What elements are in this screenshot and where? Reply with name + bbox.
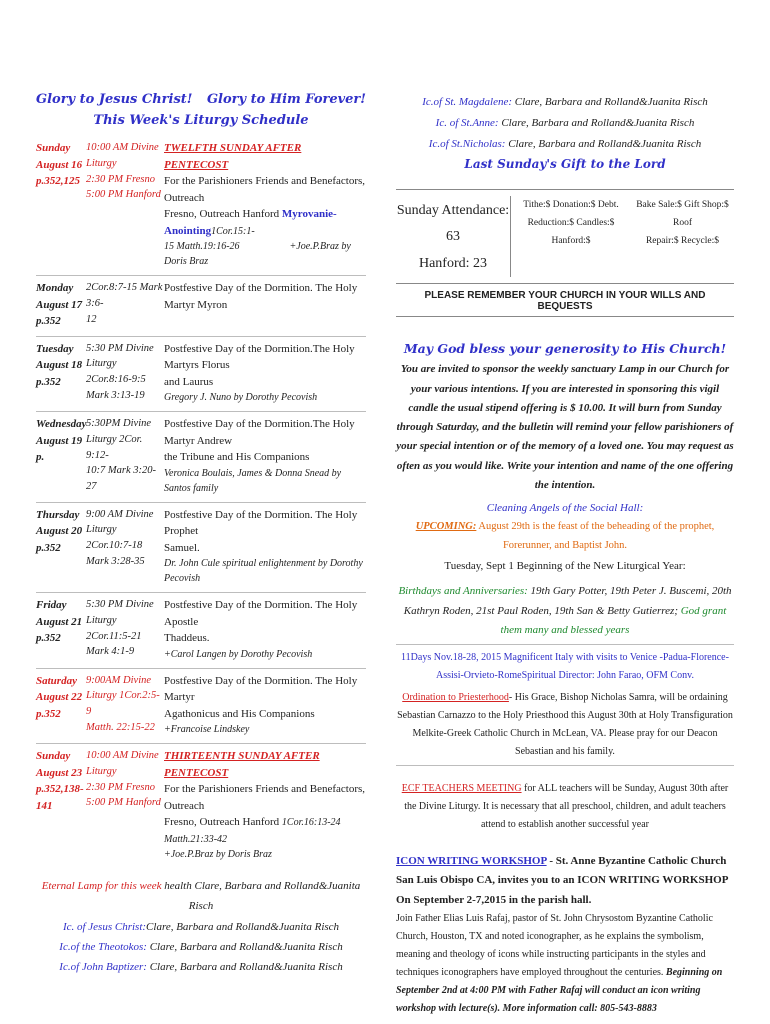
schedule-times [86, 341, 164, 406]
schedule-row [36, 503, 366, 594]
schedule-page: p.352,125 [36, 175, 80, 187]
schedule-day: Monday [36, 282, 74, 294]
schedule-time: 5:30 PM Divine [86, 342, 154, 354]
birthdays-label: Birthdays and Anniversaries: [398, 585, 528, 598]
schedule-date: August 21 [36, 615, 83, 628]
schedule-row [36, 136, 366, 276]
event-line [164, 630, 366, 647]
ecf-label: ECF TEACHERS MEETING [401, 783, 522, 795]
icon-nicholas-text: Clare, Barbara and Rolland&Juanita Risch [505, 137, 702, 150]
icon-nicholas-label: Ic.of St.Nicholas: [428, 137, 506, 150]
schedule-time: 10:00 AM Divine [86, 142, 159, 153]
schedule-day [36, 507, 86, 587]
wills-reminder: PLEASE REMEMBER YOUR CHURCH IN YOUR WILLS AND BEQUESTS [396, 284, 734, 317]
event-line [164, 507, 366, 540]
event-line [164, 206, 366, 239]
schedule-event [164, 748, 366, 862]
event-line [164, 781, 366, 814]
schedule-time: 2Cor.8:7-15 Mark 3:6- [86, 282, 163, 309]
bless-heading: May God bless your generosity to His Church! [403, 341, 727, 357]
event-intention-line [164, 466, 366, 496]
event-intention-line [164, 390, 366, 405]
italy-trip: 11Days Nov.18-28, 2015 Magnificent Italy with visits to Venice -Padua-Florence-Assisi-Orvieto-RomeSpiritual Director: John Farao, OFM Conv. [401, 652, 729, 682]
icon-jesus-text: Clare, Barbara and Rolland&Juanita Risch [146, 920, 340, 933]
birthdays-text: 19th Gary Potter, 19th Peter J. Buscemi, 20th Kathryn Roden, 21st Paul Roden, 19th San & Betty Gutierrez; [403, 585, 732, 617]
icon-anne-label: Ic. of St.Anne: [435, 116, 499, 129]
icon-jesus-label: Ic. of Jesus Christ: [62, 920, 147, 933]
schedule-time: 9:00AM Divine [86, 674, 152, 686]
schedule-day: Friday [36, 599, 67, 611]
event-line [164, 341, 366, 374]
icon-workshop-italic: Beginning on September 2nd at 4:00 PM with Father Rafaj will conduct an icon writing workshop with lecture(s). More information call: 805-543-8883 [396, 966, 723, 1014]
schedule-page: p. [36, 451, 45, 463]
schedule-time: Liturgy 1Cor.2:5-9 [86, 690, 160, 717]
ordination-text: - His Grace, Bishop Nicholas Samra, will be ordaining Sebastian Carnazzo to the Holy Priesthood this August 30th at Holy Transfiguration Melkite-Greek Catholic Church in McLean, VA. Please pray for our Deacon Sebastian and his family. [397, 692, 733, 758]
schedule-time: 10:00 AM Divine [86, 750, 159, 761]
reduction-line: Reduction:$ Candles:$ Hanford:$ [527, 217, 615, 246]
event-reading: 15 Matth.19:16-26 [164, 241, 240, 252]
schedule-date: August 19 [36, 434, 83, 447]
schedule-time: Liturgy 2Cor.11:5-21 [86, 614, 142, 642]
event-intention-line [164, 556, 366, 586]
schedule-page: p.352 [36, 541, 61, 554]
icon-magdalene-text: Clare, Barbara and Rolland&Juanita Risch [512, 96, 708, 108]
event-reading: 1Cor.15:1- [211, 225, 255, 237]
event-intention: +Joe.P.Braz by Doris Braz [164, 241, 351, 267]
glory-jesus-heading: Glory to Jesus Christ! [36, 92, 193, 107]
schedule-day: Tuesday [36, 342, 74, 355]
schedule-day: Sunday [36, 142, 71, 154]
schedule-title: This Week's Liturgy Schedule [93, 113, 309, 128]
event-line [164, 814, 366, 847]
event-reading: 1Cor.16:13-24 Matth.21:33-42 [164, 817, 341, 845]
schedule-day [36, 341, 86, 406]
event-line-text: Postfestive Day of the Dormition. The Holy Apostle [164, 599, 358, 628]
schedule-times [86, 673, 164, 738]
schedule-time: Matth. 22:15-22 [86, 721, 155, 733]
gift-heading: Last Sunday's Gift to the Lord [464, 156, 666, 171]
schedule-day: Saturday [36, 674, 77, 687]
ecf-text: for ALL teachers will be Sunday, August 30th after the Divine Liturgy. It is necessary that all preschool, children, and adult teachers attend to establish another successful year [404, 783, 729, 831]
schedule-times [86, 597, 164, 662]
schedule-times [86, 280, 164, 330]
schedule-event [164, 507, 366, 587]
event-intention-line [164, 722, 366, 737]
event-line-text: Postfestive Day of the Dormition.The Holy Martyr Andrew [164, 418, 355, 447]
event-intention: Dr. John Cule spiritual enlightenment by Dorothy Pecovish [164, 558, 363, 584]
schedule-row [36, 744, 366, 868]
schedule-day [36, 416, 86, 496]
schedule-day [36, 748, 86, 862]
schedule-times [86, 140, 164, 269]
upcoming-notice [396, 518, 734, 555]
schedule-date: August 20 [36, 525, 83, 537]
schedule-time: Mark 3:28-35 [86, 555, 145, 567]
schedule-day [36, 280, 86, 330]
schedule-table [36, 136, 366, 868]
event-intention: Gregory J. Nuno by Dorothy Pecovish [164, 392, 318, 403]
event-line-text: Fresno, Outreach Hanford [164, 816, 282, 828]
schedule-day: Wednesday [36, 418, 87, 430]
event-line-text: Postfestive Day of the Dormition.The Holy Martyrs Florus [164, 342, 355, 371]
schedule-row [36, 276, 366, 337]
icon-workshop-text: Join Father Elias Luis Rafaj, pastor of St. John Chrysostom Byzantine Catholic Church, Houston, TX and noted iconographer, as he explains the symbolism, meaning and theology of icons while instructing participants in the styles and techniques iconographers have employed throughout the centuries. [396, 912, 713, 978]
schedule-time: 5:30 PM Divine [86, 599, 154, 610]
icon-john-label: Ic.of John Baptizer: [59, 961, 147, 974]
event-line [164, 449, 366, 466]
schedule-day: Thursday [36, 508, 80, 521]
event-line [164, 706, 366, 723]
schedule-page: p.352 [36, 707, 61, 720]
event-line-text: the Tribune and His Companions [164, 451, 310, 463]
schedule-time: Mark 4:1-9 [86, 646, 135, 658]
event-intention: +Francoise Lindskey [164, 724, 250, 735]
schedule-row [36, 669, 366, 745]
schedule-event [164, 416, 366, 496]
event-line [164, 673, 366, 706]
schedule-time: Liturgy 2Cor.10:7-18 [86, 524, 143, 551]
upcoming-label: UPCOMING: [415, 521, 477, 533]
sunday-attendance: Sunday Attendance: 63 [396, 202, 510, 245]
schedule-page: p.352 [36, 375, 61, 388]
cleaning-angels: Cleaning Angels of the Social Hall: [486, 502, 644, 515]
offering-tithes [511, 196, 631, 278]
schedule-time: 5:30PM Divine [86, 418, 152, 429]
event-line-text: For the Parishioners Friends and Benefactors, Outreach [164, 175, 366, 204]
event-line-text: For the Parishioners Friends and Benefactors, Outreach [164, 783, 366, 812]
schedule-date: August 17 [36, 298, 83, 311]
schedule-day [36, 597, 86, 662]
schedule-event [164, 341, 366, 406]
ordination-notice [396, 689, 734, 761]
schedule-day [36, 673, 86, 738]
attendance-counts [396, 196, 511, 278]
upcoming-text: August 29th is the feast of the beheading of the prophet, Forerunner, and Baptist John. [476, 521, 715, 551]
schedule-time: 9:00 AM Divine [86, 508, 154, 520]
schedule-page2: 141 [36, 799, 53, 812]
event-line-text: Fresno, Outreach Hanford [164, 208, 282, 220]
schedule-row [36, 337, 366, 413]
schedule-times [86, 416, 164, 496]
divider [396, 644, 734, 645]
schedule-event [164, 280, 366, 330]
lamp-sponsors [36, 876, 366, 978]
schedule-event [164, 140, 366, 269]
event-intention-line [164, 239, 366, 269]
event-line-text: Postfestive Day of the Dormition. The Holy Martyr [164, 674, 358, 703]
schedule-event [164, 673, 366, 738]
event-line [164, 173, 366, 206]
birthdays-grant: God grant them many and blessed years [500, 604, 727, 636]
schedule-times [86, 507, 164, 587]
event-line-text: Agathonicus and His Companions [164, 707, 315, 720]
attendance-box [396, 189, 734, 285]
schedule-row [36, 412, 366, 503]
schedule-day: Sunday [36, 750, 71, 762]
schedule-time: 5:00 PM Hanford [86, 797, 161, 809]
event-line-text: Thaddeus. [164, 632, 210, 644]
schedule-date: August 23 [36, 766, 83, 779]
lamp-label: Eternal Lamp for this week [41, 880, 162, 892]
event-intention: Veronica Boulais, James & Donna Snead by Santos family [164, 467, 342, 494]
schedule-page: p.352,138- [36, 783, 84, 795]
right-column [396, 92, 734, 1018]
bake-sale-line: Bake Sale:$ Gift Shop:$ Roof [636, 199, 729, 228]
schedule-time: 2:30 PM Fresno [86, 173, 156, 185]
icon-anne-text: Clare, Barbara and Rolland&Juanita Risch [498, 116, 695, 129]
event-line [164, 597, 366, 630]
repair-line: Repair:$ Recycle:$ [645, 235, 720, 246]
ordination-label: Ordination to Priesterhood [402, 692, 509, 704]
schedule-time: 5:00 PM Hanford [86, 189, 161, 201]
schedule-date: August 16 [36, 158, 83, 171]
icon-workshop-bold: - St. Anne Byzantine Catholic Church San Luis Obispo CA, invites you to an ICON WRITING WORKSHOP On September 2-7,2015 in the parish hall. [396, 855, 728, 906]
greeting-row [36, 92, 366, 107]
schedule-time: 12 [86, 313, 97, 325]
schedule-row [36, 593, 366, 669]
event-title: TWELFTH SUNDAY AFTER PENTECOST [164, 142, 302, 171]
sponsor-text: You are invited to sponsor the weekly sanctuary Lamp in our Church for your various intentions. If you are interested in sponsoring this vigil candle the usual stipend offering is $ 10.00. It will burn from Sunday through Saturday, and the bulletin will remind your fellow parishioners of your special intention or of the memory of a loved one. You may request as often as you would like. Write your intention and name of the one offering the intention. [396, 363, 734, 491]
tithe-line: Tithe:$ Donation:$ Debt. [523, 199, 619, 210]
event-line [164, 416, 366, 449]
schedule-time: Liturgy 2Cor.8:16-9:5 [86, 358, 146, 385]
event-line-text: Postfestive Day of the Dormition. The Holy Prophet [164, 508, 358, 537]
event-intention-line [164, 647, 366, 662]
hanford-attendance: Hanford: 23 [418, 255, 488, 271]
event-line [164, 280, 366, 313]
event-intention: +Carol Langen by Dorothy Pecovish [164, 648, 313, 660]
event-line [164, 540, 366, 557]
icon-sponsors [396, 92, 734, 155]
lamp-text: health Clare, Barbara and Rolland&Juanita Risch [161, 880, 361, 913]
schedule-day [36, 140, 86, 269]
schedule-time: Liturgy [86, 765, 117, 777]
schedule-time: Liturgy 2Cor. 9:12- [86, 433, 143, 461]
event-line-text: and Laurus [164, 375, 214, 388]
event-intention-line [164, 847, 366, 862]
schedule-time: Mark 3:13-19 [86, 389, 145, 401]
schedule-time: Liturgy [86, 157, 117, 169]
icon-magdalene-label: Ic.of St. Magdalene: [422, 96, 513, 108]
schedule-times [86, 748, 164, 862]
icon-workshop-detail [396, 910, 734, 1018]
event-title: THIRTEENTH SUNDAY AFTER PENTECOST [164, 750, 320, 779]
ecf-notice [396, 780, 734, 834]
schedule-date: August 18 [36, 359, 83, 371]
new-year-notice: Tuesday, Sept 1 Beginning of the New Liturgical Year: [444, 560, 686, 573]
birthdays [396, 582, 734, 640]
schedule-page: p.352 [36, 315, 61, 327]
left-column [36, 92, 366, 978]
schedule-page: p.352 [36, 632, 61, 644]
schedule-event [164, 597, 366, 662]
glory-him-heading: Glory to Him Forever! [206, 92, 366, 107]
offering-other [631, 196, 734, 278]
event-line [164, 374, 366, 391]
event-intention: +Joe.P.Braz by Doris Braz [164, 849, 272, 860]
icon-workshop [396, 852, 734, 910]
schedule-time: 2:30 PM Fresno [86, 781, 156, 793]
icon-theotokos-text: Clare, Barbara and Rolland&Juanita Risch [146, 941, 343, 954]
icon-john-text: Clare, Barbara and Rolland&Juanita Risch [146, 961, 343, 974]
schedule-time: 10:7 Mark 3:20-27 [86, 465, 156, 492]
icon-theotokos-label: Ic.of the Theotokos: [59, 941, 147, 954]
schedule-date: August 22 [36, 691, 83, 703]
myrovanie-label: Myrovanie-Anointing [164, 208, 337, 237]
icon-workshop-label: ICON WRITING WORKSHOP [396, 855, 547, 868]
divider [396, 765, 734, 766]
event-line-text: Postfestive Day of the Dormition. The Holy Martyr Myron [164, 282, 358, 311]
event-line-text: Samuel. [164, 541, 200, 554]
